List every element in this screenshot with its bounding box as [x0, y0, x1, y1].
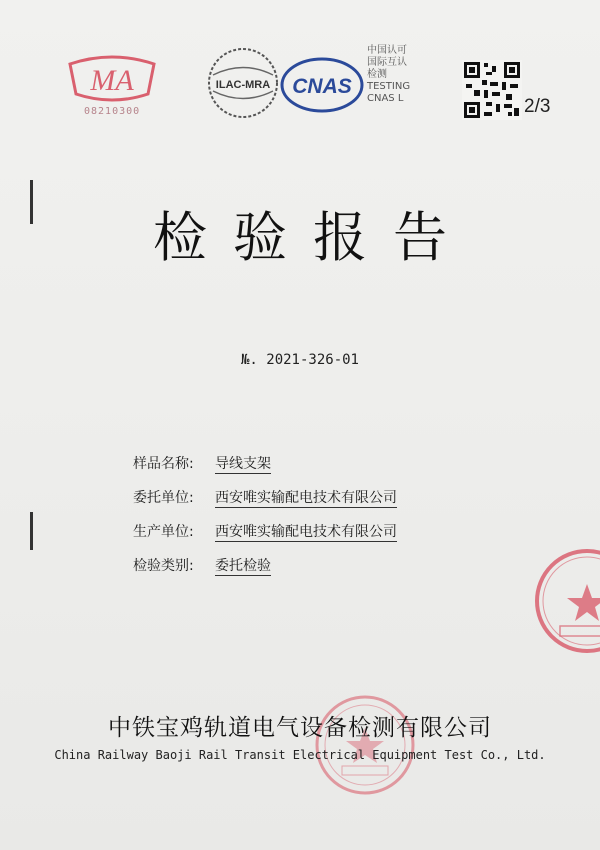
report-number: №. 2021-326-01	[240, 352, 359, 368]
cnas-text-line: 检测	[367, 69, 387, 80]
field-value: 西安唯实输配电技术有限公司	[215, 524, 397, 540]
cnas-logo	[280, 54, 364, 116]
qr-code	[462, 60, 522, 120]
cnas-accreditation-text	[367, 45, 427, 105]
cnas-text-line: TESTING	[367, 81, 411, 92]
clip-mark	[30, 512, 33, 550]
cma-code: 08210300	[84, 106, 141, 117]
field-client	[133, 487, 397, 521]
organization-name-en: China Railway Baoji Rail Transit Electrical Equipment Test Co., Ltd.	[54, 748, 546, 762]
company-seal-stamp	[532, 546, 600, 656]
field-value: 委托检验	[215, 558, 271, 574]
inspection-seal-stamp	[312, 692, 418, 798]
cnas-text-line: CNAS L	[367, 93, 404, 104]
cnas-text-line: 国际互认	[367, 57, 407, 68]
organization-name-cn: 中铁宝鸡轨道电气设备检测有限公司	[108, 715, 492, 741]
field-value: 导线支架	[215, 456, 271, 472]
field-label: 检验类别:	[133, 558, 194, 574]
ilac-label: ILAC-MRA	[215, 79, 271, 91]
field-label: 样品名称:	[133, 456, 194, 472]
cnas-text-line: 中国认可	[367, 45, 407, 56]
ilac-mra-logo	[200, 42, 286, 124]
field-label: 委托单位:	[133, 490, 194, 506]
report-fields	[133, 453, 397, 589]
cma-mark	[62, 48, 162, 128]
page-number: 2/3	[524, 96, 551, 117]
cnas-label: CNAS	[292, 75, 352, 98]
field-value: 西安唯实输配电技术有限公司	[215, 490, 397, 506]
field-manufacturer	[133, 521, 397, 555]
field-inspection-type	[133, 555, 397, 589]
field-sample-name	[133, 453, 397, 487]
report-title: 检验报告	[153, 206, 473, 269]
field-label: 生产单位:	[133, 524, 194, 540]
cma-label: MA	[90, 64, 134, 97]
